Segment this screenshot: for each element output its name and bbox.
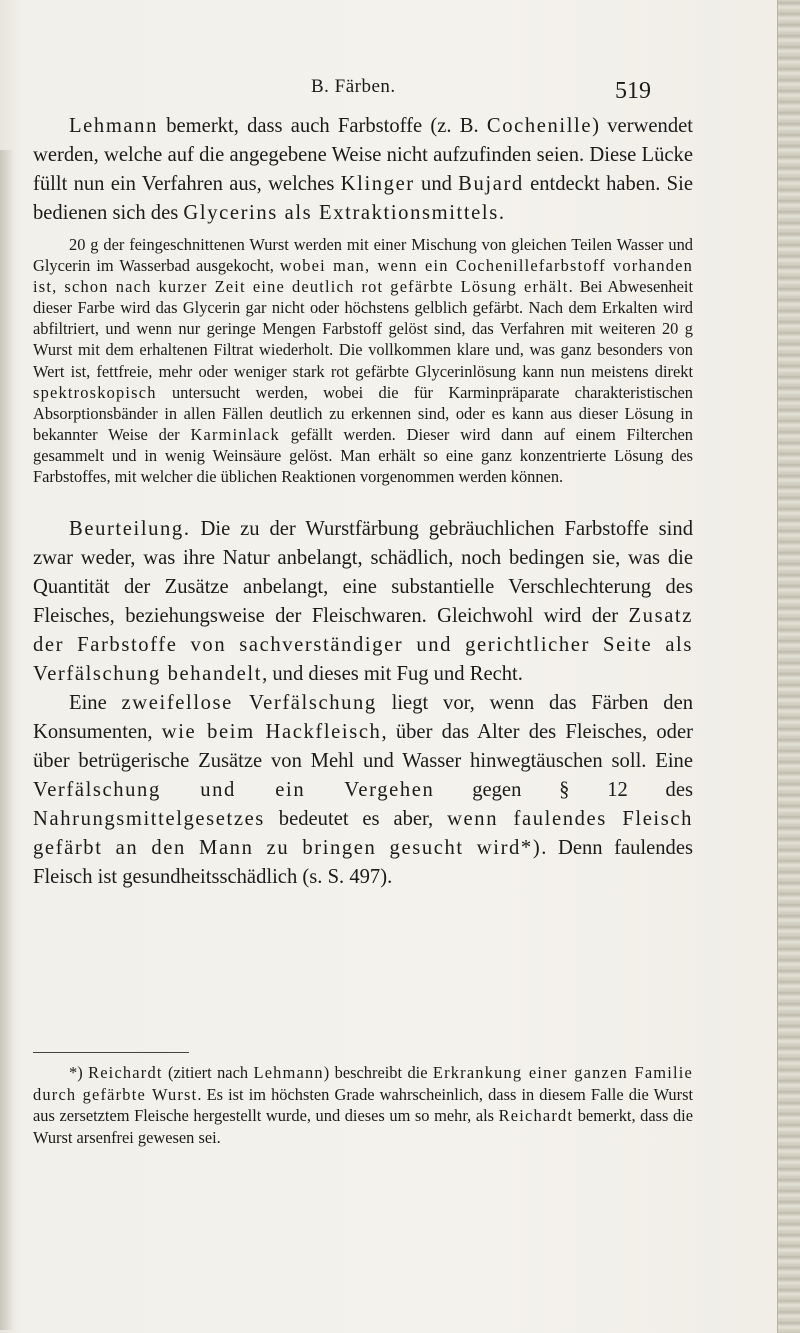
running-head: B. Färben. [311,76,396,97]
page-body [33,112,693,892]
paragraph-verfaelschung: Eine zweifellose Verfälschung liegt vor, wenn das Färben den Konsumenten, wie beim Hackfleisch, über das Alter des Fleisches, oder über betrügerische Zusätze von Mehl und Wasser hinwegtäuschen soll. Eine Verfälschung und ein Vergehen gegen § 12 des Nahrungsmittelgesetzes bedeutet es aber, wenn faulendes Fleisch gefärbt an den Mann zu bringen gesucht wird*). Denn faulendes Fleisch ist gesundheitsschädlich (s. S. 497). [33,692,694,889]
page-number: 519 [615,78,651,104]
paragraph-method: 20 g der feingeschnittenen Wurst werden mit einer Mischung von gleichen Teilen Wasser und Glycerin im Wasserbad ausgekocht, wobei man, wenn ein Cochenillefarbstoff vorhanden ist, schon nach kurzer Zeit eine deutlich rot gefärbte Lösung erhält. Bei Abwesenheit dieser Farbe wird das Glycerin gar nicht oder höchstens gelblich gefärbt. Nach dem Erkalten wird abfiltriert, und wenn nur geringe Mengen Farbstoff gelöst sind, das Verfahren mit weiteren 20 g Wurst mit dem erhaltenen Filtrat wiederholt. Die vollkommen klare und, was ganz besonders von Wert ist, fettfreie, mehr oder weniger stark rot gefärbte Glycerinlösung kann nun meistens direkt spektroskopisch untersucht werden, wobei die für Karminpräparate charakteristischen Absorptionsbänder in allen Fällen deutlich zu erkennen sind, oder es kann aus dieser Lösung in bekannter Weise der Karminlack gefällt werden. Dieser wird dann auf einem Filterchen gesammelt und in wenig Weinsäure gelöst. Man erhält so eine ganz konzentrierte Lösung des Farbstoffes, mit welcher die üblichen Reaktionen vorgenommen werden können. [33,235,694,487]
page-header [0,76,740,106]
paragraph-beurteilung: Beurteilung. Die zu der Wurstfärbung gebräuchlichen Farbstoffe sind zwar weder, was ihre Natur anbelangt, schädlich, noch bedingen sie, was die Quantität der Zusätze anbelangt, eine substantielle Verschlechterung des Fleisches, beziehungsweise der Fleischwaren. Gleichwohl wird der Zusatz der Farbstoffe von sachverständiger und gerichtlicher Seite als Verfälschung behandelt, und dieses mit Fug und Recht. [33,518,693,686]
footnote-rule [33,1052,189,1053]
gutter-shadow [0,150,14,1330]
paragraph-lehmann: Lehmann bemerkt, dass auch Farbstoffe (z. B. Cochenille) verwendet werden, welche auf die angegebene Weise nicht aufzufinden seien. Diese Lücke füllt nun ein Verfahren aus, welches Klinger und Bujard entdeckt haben. Sie bedienen sich des Glycerins als Extraktionsmittels. [33,115,693,224]
page-edge [777,0,800,1333]
footnote [33,1062,693,1148]
footnote-text: *) Reichardt (zitiert nach Lehmann) beschreibt die Erkrankung einer ganzen Familie durch gefärbte Wurst. Es ist im höchsten Grade wahrscheinlich, dass in diesem Falle die Wurst aus zersetztem Fleische hergestellt wurde, und dieses um so mehr, als Reichardt bemerkt, dass die Wurst arsenfrei gewesen sei. [33,1063,693,1147]
